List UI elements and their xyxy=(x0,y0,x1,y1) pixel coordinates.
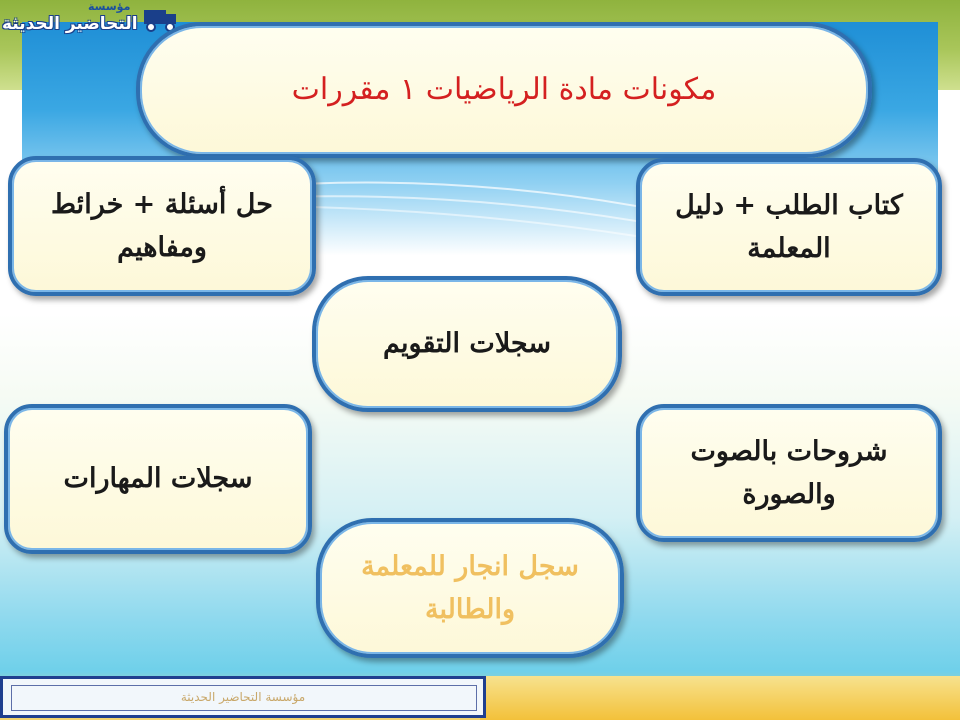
component-label: سجل انجار للمعلمة والطالبة xyxy=(361,550,579,625)
logo-small-text: مؤسسة xyxy=(88,0,131,13)
footer-text: مؤسسة التحاضير الحديثة xyxy=(180,690,306,704)
component-box-media xyxy=(636,404,942,542)
component-box-assessment xyxy=(312,276,622,412)
component-label: سجلات المهارات xyxy=(63,463,253,495)
component-box-achievement xyxy=(316,518,624,658)
logo-main-text: التحاضير الحديثة xyxy=(2,14,138,34)
component-label: سجلات التقويم xyxy=(383,328,551,360)
brand-logo xyxy=(0,0,180,42)
component-label: حل أسئلة + خرائط ومفاهيم xyxy=(51,188,273,263)
component-label: كتاب الطلب + دليل المعلمة xyxy=(675,189,903,264)
slide-title-box xyxy=(136,22,872,158)
component-box-skills xyxy=(4,404,312,554)
footer-bar xyxy=(0,676,486,718)
component-box-solutions xyxy=(8,156,316,296)
bottom-bar xyxy=(480,676,960,720)
component-label: شروحات بالصوت والصورة xyxy=(690,435,888,510)
component-box-textbook xyxy=(636,158,942,296)
slide-title: مكونات مادة الرياضيات ١ مقررات xyxy=(291,72,717,107)
